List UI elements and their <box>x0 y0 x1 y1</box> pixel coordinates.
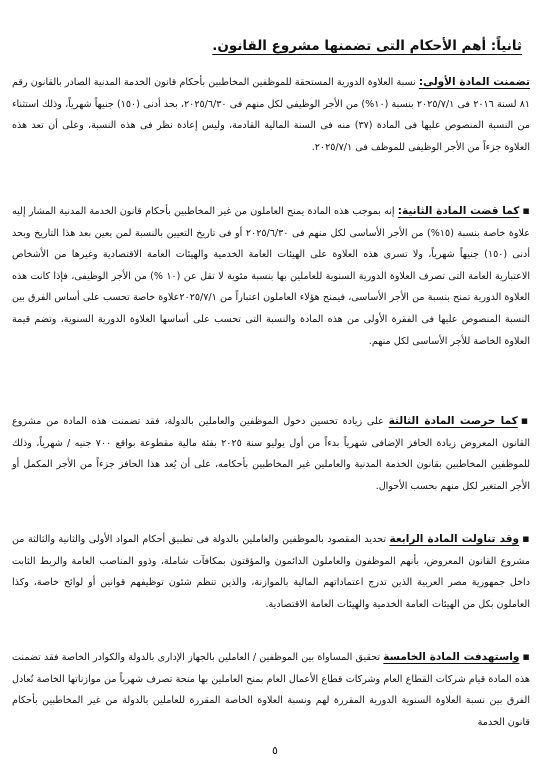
article-four-body: تحديد المقصود بالموظفين والعاملين بالدولة فى تطبيق أحكام المواد الأولى والثانية والثالثة من مشروع القانون المعروض، بأنهم الموظفون والعاملون الدائمون والمؤقتون بمكافآت شاملة، وذوو المناصب العامة والربط الثابت داخل جمهورية مصر العربية الذين تدرج اعتماداتهم المالية بالموازنة، والذين تنظم شئون توظيفهم قوانين أو لوائح خاصة، وكذا العاملون بكل من الهيئات العامة الخدمية والهيئات العامة الاقتصادية. <box>12 534 530 610</box>
article-one-title: تضمنت المادة الأولى: <box>418 76 530 88</box>
article-four-paragraph <box>12 528 530 615</box>
article-five-title: واستهدفت المادة الخامسة <box>383 651 520 663</box>
article-one-paragraph <box>12 72 530 158</box>
bullet-icon: ▪ <box>522 532 530 545</box>
article-three-title: كما حرصت المادة الثالثة <box>388 415 518 427</box>
article-two-title: كما قضت المادة الثانية: <box>397 205 520 217</box>
article-two-paragraph <box>12 200 530 352</box>
article-three-paragraph <box>12 410 530 497</box>
bullet-icon: ▪ <box>522 650 530 663</box>
section-heading: ثانياً: أهم الأحكام التى تضمنها مشروع القانون. <box>212 38 522 54</box>
bullet-icon: ▪ <box>520 414 530 427</box>
article-three-body: على زيادة تحسين دخول الموظفين والعاملين بالدولة، فقد تضمنت هذه المادة من مشروع القانون المعروض زيادة الحافز الإضافى شهرياً بدءاً من أول يوليو سنة ٢٠٢٥ بفئة مالية مقطوعة بواقع ٧٠٠ جنيه / شهرياً، وذلك للموظفين المخاطبين بقانون الخدمة المدنية والعاملين غير المخاطبين بأحكامه، على أن يُعد هذا الحافز جزءاً من الأجر المكمل أو الأجر المتغير لكل منهم بحسب الأحوال. <box>12 416 530 492</box>
article-one-body: نسبة العلاوة الدورية المستحقة للموظفين المخاطبين بأحكام قانون الخدمة المدنية الصادر بالقانون رقم ٨١ لسنة ٢٠١٦ فى ٢٠٢٥/٧/١ بنسبة (١٠%) من الأجر الوظيفي لكل منهم فى ٢٠٢٥/٦/٣٠، بحد أدنى (١٥٠) جنيهاً شهرياً، وذلك استثناء من النسبة المنصوص عليها فى المادة (٣٧) منه فى السنة المالية القادمة، وليس إعادة نظر فى هذه النسبة، وعلى أن تعد هذه العلاوة جزءاً من الأجر الوظيفى للموظف فى ٢٠٢٥/٧/١. <box>12 77 531 153</box>
article-four-title: وقد تناولت المادة الرابعة <box>389 533 520 545</box>
article-five-paragraph <box>12 646 530 733</box>
page-number: ٥ <box>272 744 278 757</box>
bullet-icon: ▪ <box>522 204 530 217</box>
article-two-body: إنه بموجب هذه المادة يمنح العاملون من غير المخاطبين بأحكام قانون الخدمة المدنية المشار إليه علاوة خاصة بنسبة (١٥%) من الأجر الأساسى لكل منهم فى ٢٠٢٥/٦/٣٠ أو فى تاريخ التعيين بالنسبة لمن يعين بعد هذا التاريخ وبحد أدنى (١٥٠) جنيهاً شهرياً، ولا تسرى هذه العلاوة على الهيئات العامة الخدمية والهيئات العامة الاقتصادية وغيرها من الأشخاص الاعتبارية العامة التى تصرف العلاوة الدورية السنوية للعاملين بها بنسبة مئوية لا تقل عن (١٠ %) من الأجر الوظيفى، فإذا كانت هذه العلاوة الدورية تمنح بنسبة من الأجر الأساسى، فيمنح هؤلاء العاملون اعتباراً من ٢٠٢٥/٧/١علاوة خاصة تحسب على أساس الفرق بين النسبة المنصوص عليها فى الفقرة الأولى من هذه المادة والنسبة التى تحسب على أساسها العلاوة الدورية السنوية، وتضم قيمة العلاوة الخاصة للأجر الأساسى لكل منهم. <box>12 206 531 347</box>
article-five-body: تحقيق المساواة بين الموظفين / العاملين بالجهاز الإدارى بالدولة والكوادر الخاصة فقد تضمنت هذه المادة قيام شركات القطاع العام وشركات قطاع الأعمال العام بمنح العاملين بها منحة تصرف شهرياً من موازناتها الخاصة تُعادل الفرق بين نسبة العلاوة السنوية الدورية المقررة لهم ونسبة العلاوة الخاصة المقررة للعاملين بالدولة من غير المخاطبين بأحكام قانون الخدمة <box>12 652 530 728</box>
